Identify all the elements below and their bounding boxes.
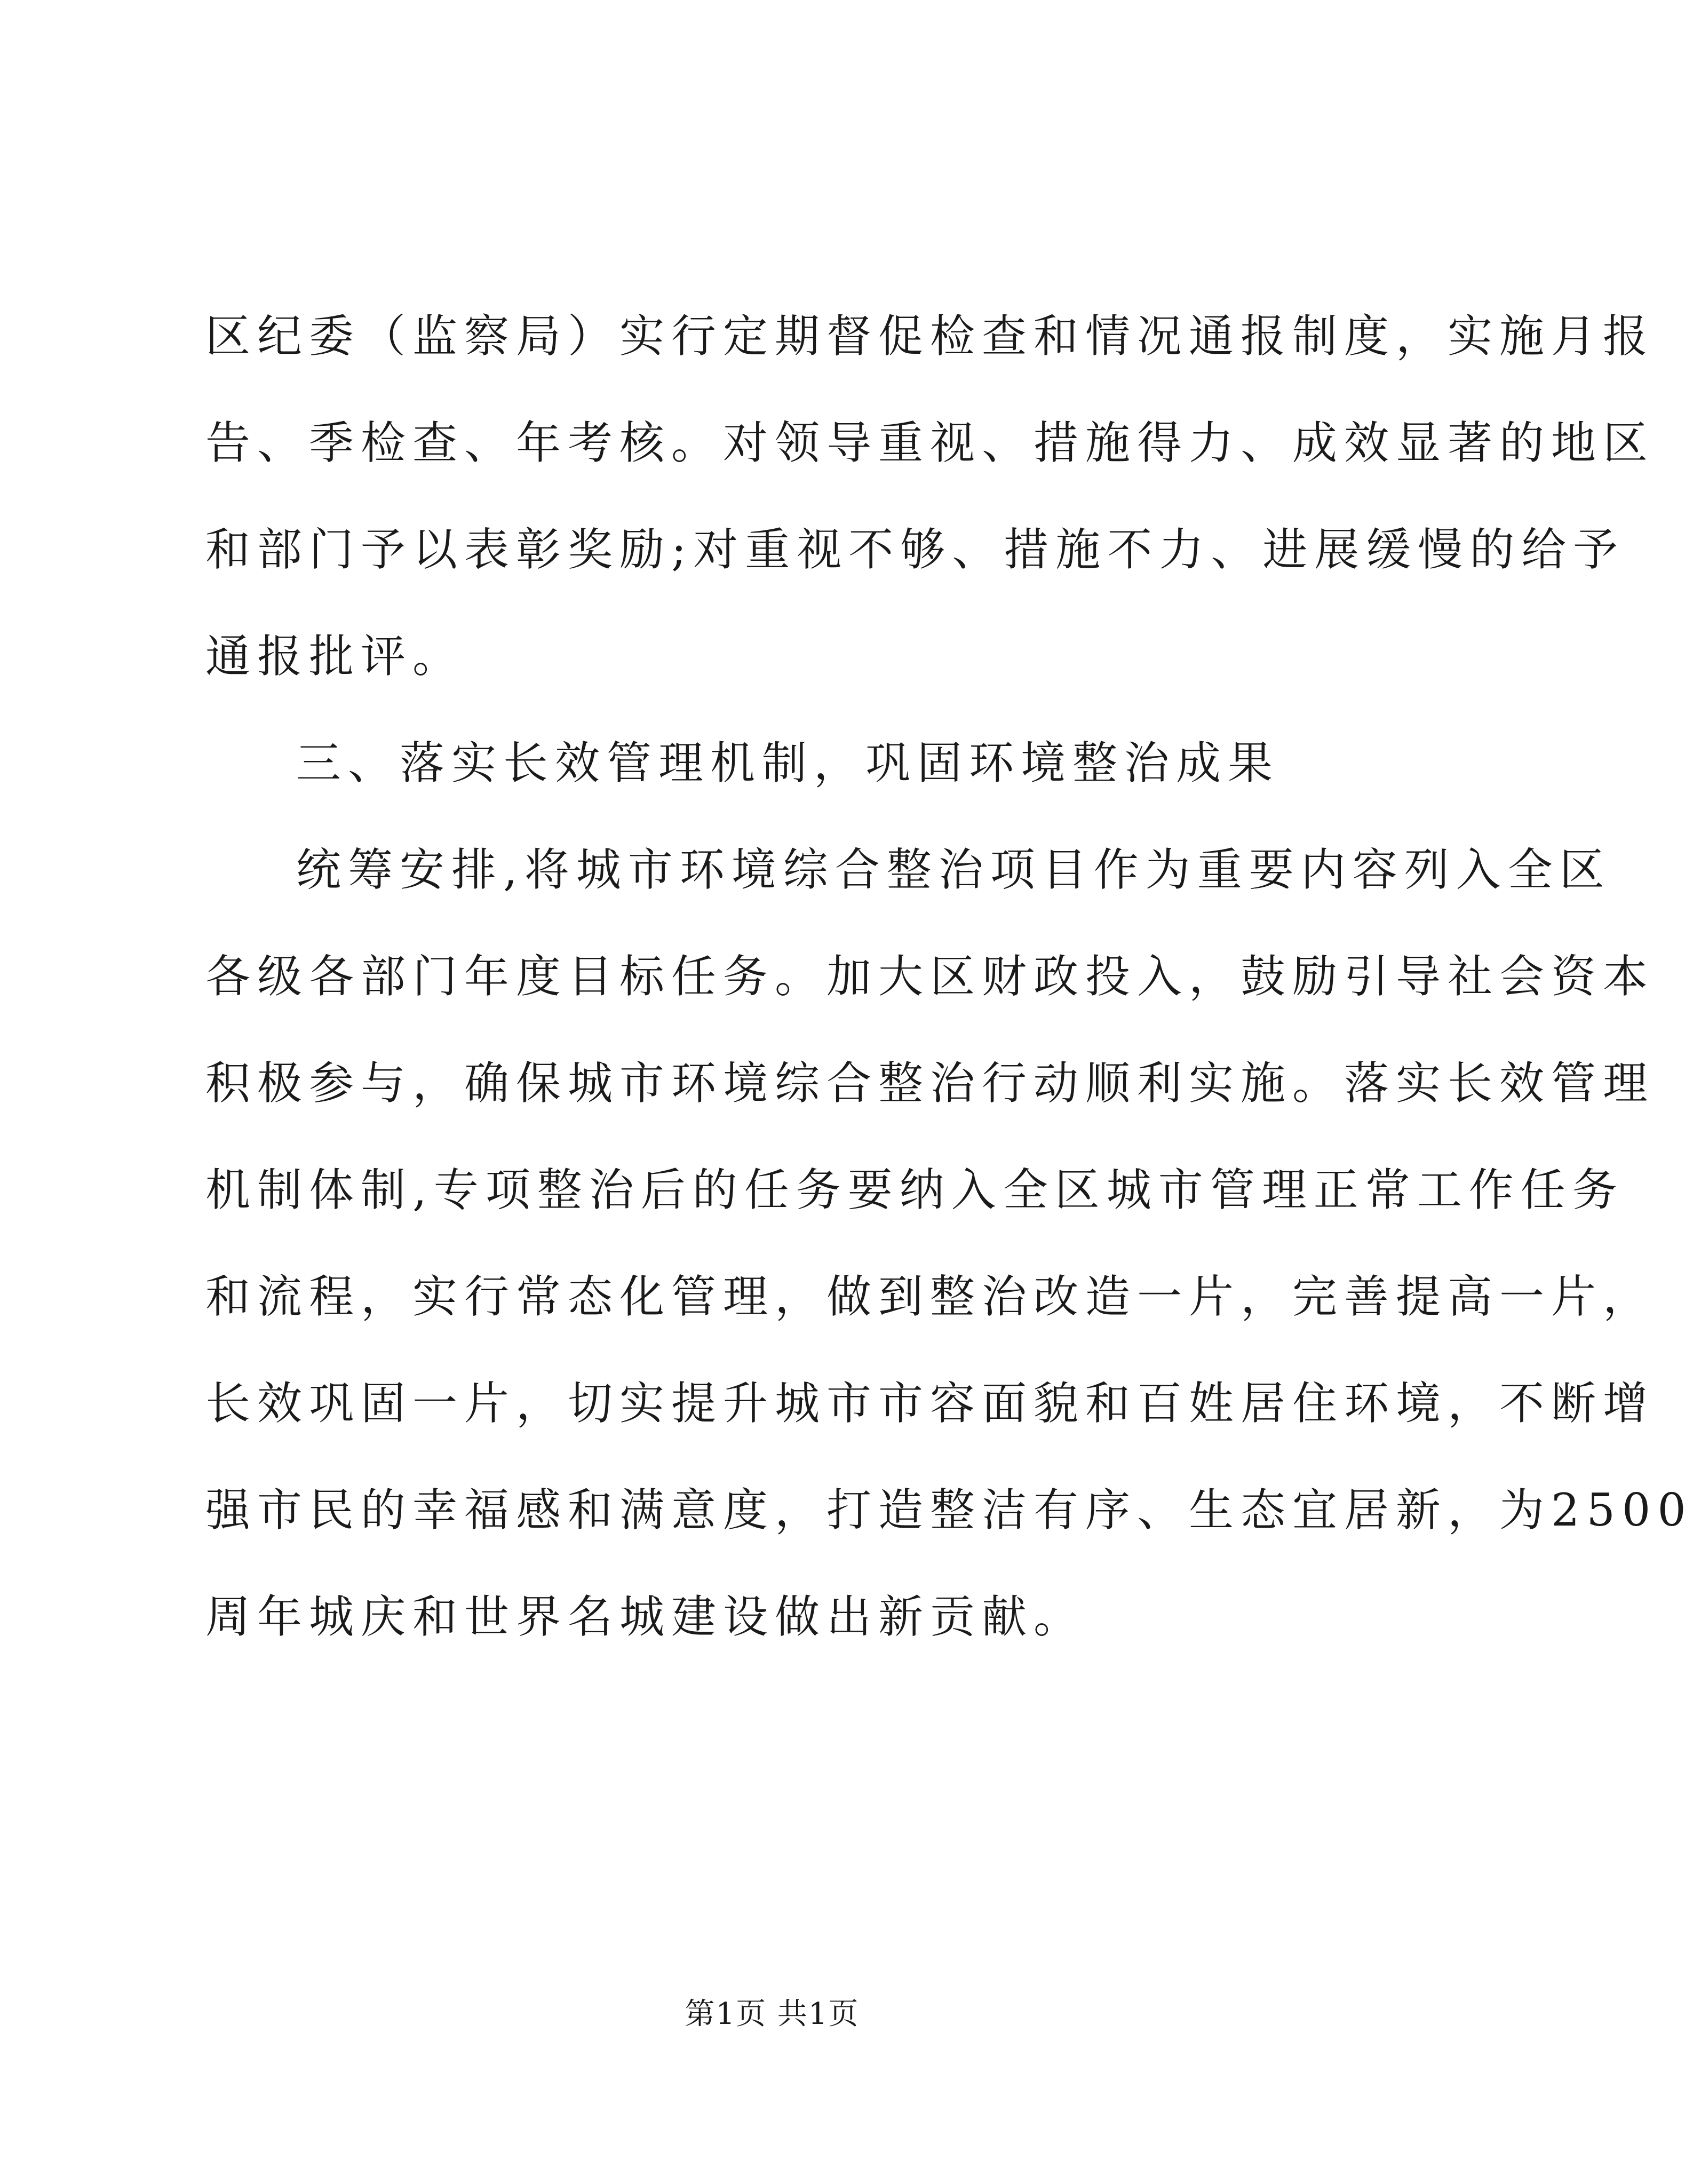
body-line: 长效巩固一片，切实提升城市市容面貌和百姓居住环境，不断增: [205, 1377, 1655, 1429]
body-line: 强市民的幸福感和满意度，打造整洁有序、生态宜居新，为2500: [205, 1484, 1693, 1536]
body-line: 机制体制,专项整治后的任务要纳入全区城市管理正常工作任务: [205, 1164, 1624, 1216]
section-heading: 三、落实长效管理机制，巩固环境整治成果: [296, 737, 1280, 789]
body-line: 和部门予以表彰奖励;对重视不够、措施不力、进展缓慢的给予: [205, 523, 1625, 576]
body-line: 和流程，实行常态化管理，做到整治改造一片，完善提高一片，: [205, 1270, 1655, 1323]
body-line: 各级各部门年度目标任务。加大区财政投入，鼓励引导社会资本: [205, 950, 1655, 1003]
body-line: 统筹安排,将城市环境综合整治项目作为重要内容列入全区: [296, 844, 1611, 896]
body-line: 告、季检查、年考核。对领导重视、措施得力、成效显著的地区: [205, 417, 1655, 469]
body-line: 区纪委（监察局）实行定期督促检查和情况通报制度，实施月报: [205, 310, 1655, 362]
page-number-footer: 第1页 共1页: [685, 1997, 860, 2031]
document-body: [205, 283, 1693, 1670]
body-line: 通报批评。: [205, 630, 465, 682]
body-line: 周年城庆和世界名城建设做出新贡献。: [205, 1591, 1086, 1643]
body-line: 积极参与，确保城市环境综合整治行动顺利实施。落实长效管理: [205, 1057, 1655, 1109]
